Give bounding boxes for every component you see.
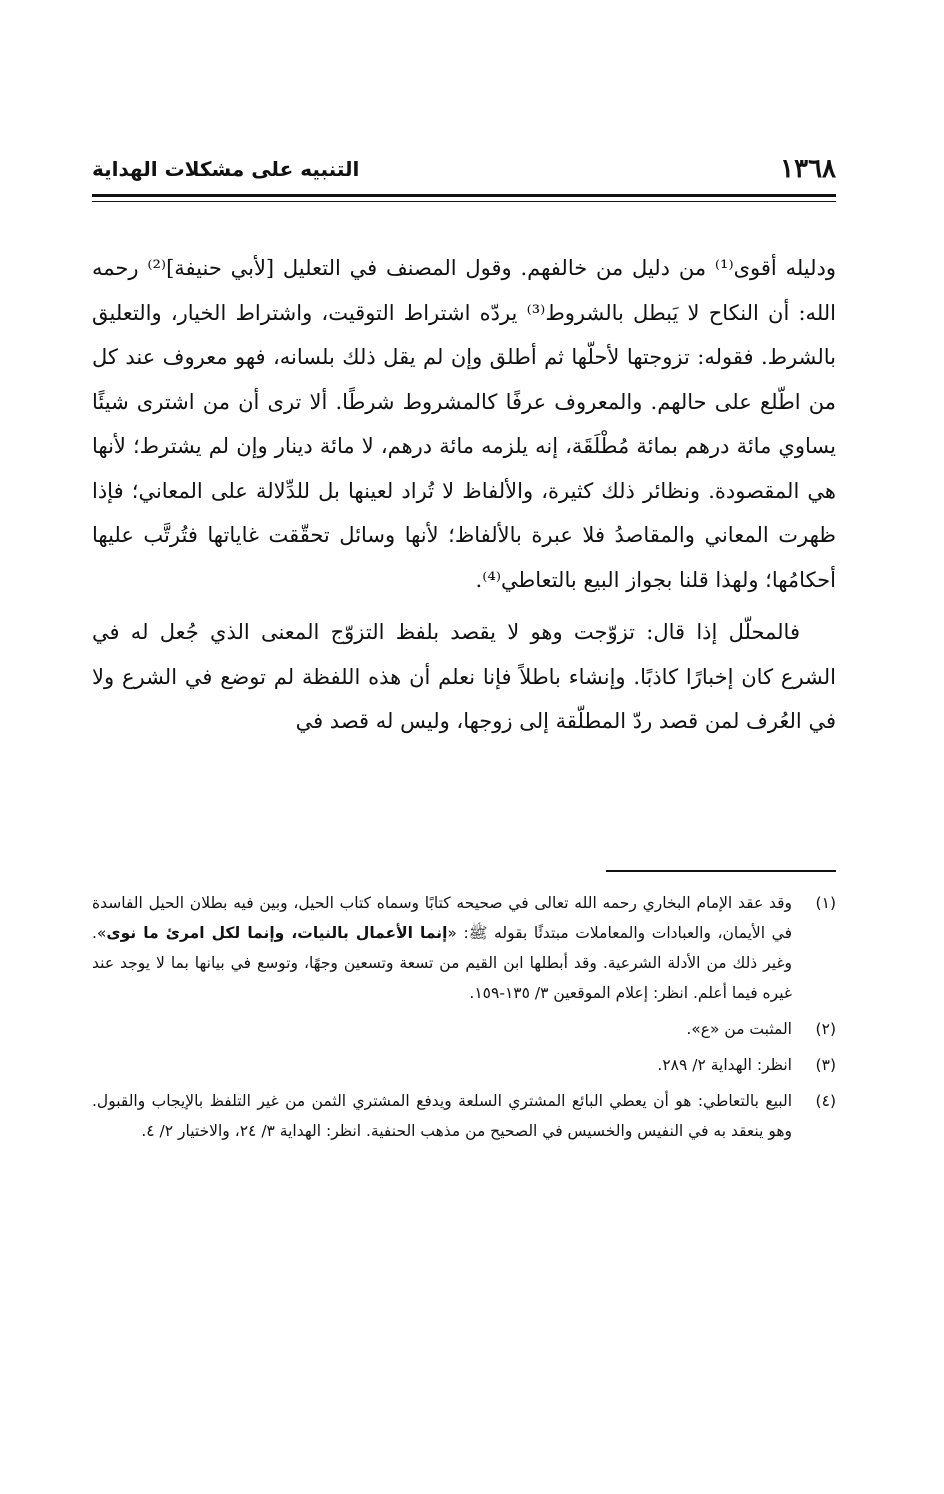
footnote-text: المثبت من «ع». [686,1020,792,1038]
main-text [92,246,836,744]
page-number: ١٣٦٨ [780,154,836,184]
footnotes [92,888,836,1152]
footnote-number: (٤) [815,1092,836,1110]
footnote-number: (٢) [815,1020,836,1038]
footnote-3 [92,1050,836,1080]
footnote-4 [92,1086,836,1146]
footnote-number: (٣) [815,1056,836,1074]
footnote-number: (١) [815,894,836,912]
footnote-text: البيع بالتعاطي: هو أن يعطي البائع المشتري السلعة ويدفع المشتري الثمن من غير التلفظ بالإيجاب والقبول. وهو ينعقد به في النفيس والخسيس في الصحيح من مذهب الحنفية. انظر: الهداية ٣/ ٢٤، والاختيار ٢/ ٤. [92,1092,792,1140]
footnote-1 [92,888,836,1008]
footnote-text [92,888,792,1008]
paragraph-1: ودليله أقوى⁽¹⁾ من دليل من خالفهم. وقول المصنف في التعليل [لأبي حنيفة]⁽²⁾ رحمه الله: أن النكاح لا يَبطل بالشروط⁽³⁾ يردّه اشتراط التوقيت، واشتراط الخيار، والتعليق بالشرط. فقوله: تزوجتها لأحلّها ثم أطلق وإن لم يقل ذلك بلسانه، فهو معروف عند كل من اطّلع على حالهم. والمعروف عرفًا كالمشروط شرطًا. ألا ترى أن من اشترى شيئًا يساوي مائة درهم بمائة مُطْلَقَة، إنه يلزمه مائة درهم، لا مائة دينار وإن لم يشترط؛ لأنها هي المقصودة. ونظائر ذلك كثيرة، والألفاظ لا تُراد لعينها بل للدِّلالة على المعاني؛ فإذا ظهرت المعاني والمقاصدُ فلا عبرة بالألفاظ؛ لأنها وسائل تحقّقت غاياتها فتُرتَّب عليها أحكامُها؛ ولهذا قلنا بجواز البيع بالتعاطي⁽⁴⁾. [92,256,837,592]
header-rule-thick [92,194,836,197]
footnote-2 [92,1014,836,1044]
paragraph-2: فالمحلّل إذا قال: تزوّجت وهو لا يقصد بلفظ التزوّج المعنى الذي جُعل له في الشرع كان إخبارًا كاذبًا. وإنشاء باطلاً فإنا نعلم أن هذه اللفظة لم توضع في الشرع ولا في العُرف لمن قصد ردّ المطلّقة إلى زوجها، وليس له قصد في [92,620,836,733]
footnote-text: انظر: الهداية ٢/ ٢٨٩. [657,1056,792,1074]
footnote-separator [606,870,836,872]
hadith-quote: إنما الأعمال بالنيات، وإنما لكل امرئ ما نوى [106,924,448,942]
footnote-text-part: ». وغير ذلك من الأدلة الشرعية. وقد أبطلها ابن القيم من تسعة وتسعين وجهًا، وتوسع في بيانها بما لا يوجد عند غيره فيما أعلم. انظر: إعلام الموقعين ٣/ ١٣٥-١٥٩. [92,924,792,1002]
page-header [92,152,836,188]
running-title: التنبيه على مشكلات الهداية [92,157,360,181]
header-rule-thin [92,201,836,202]
footnote-text-part: وقد عقد الإمام البخاري رحمه الله تعالى في صحيحه كتابًا وسماه كتاب الحيل، وبين فيه بطلان الحيل الفاسدة في الأيمان، والعبادات والمعاملات مبتدئًا بقوله ﷺ: « [92,894,793,942]
